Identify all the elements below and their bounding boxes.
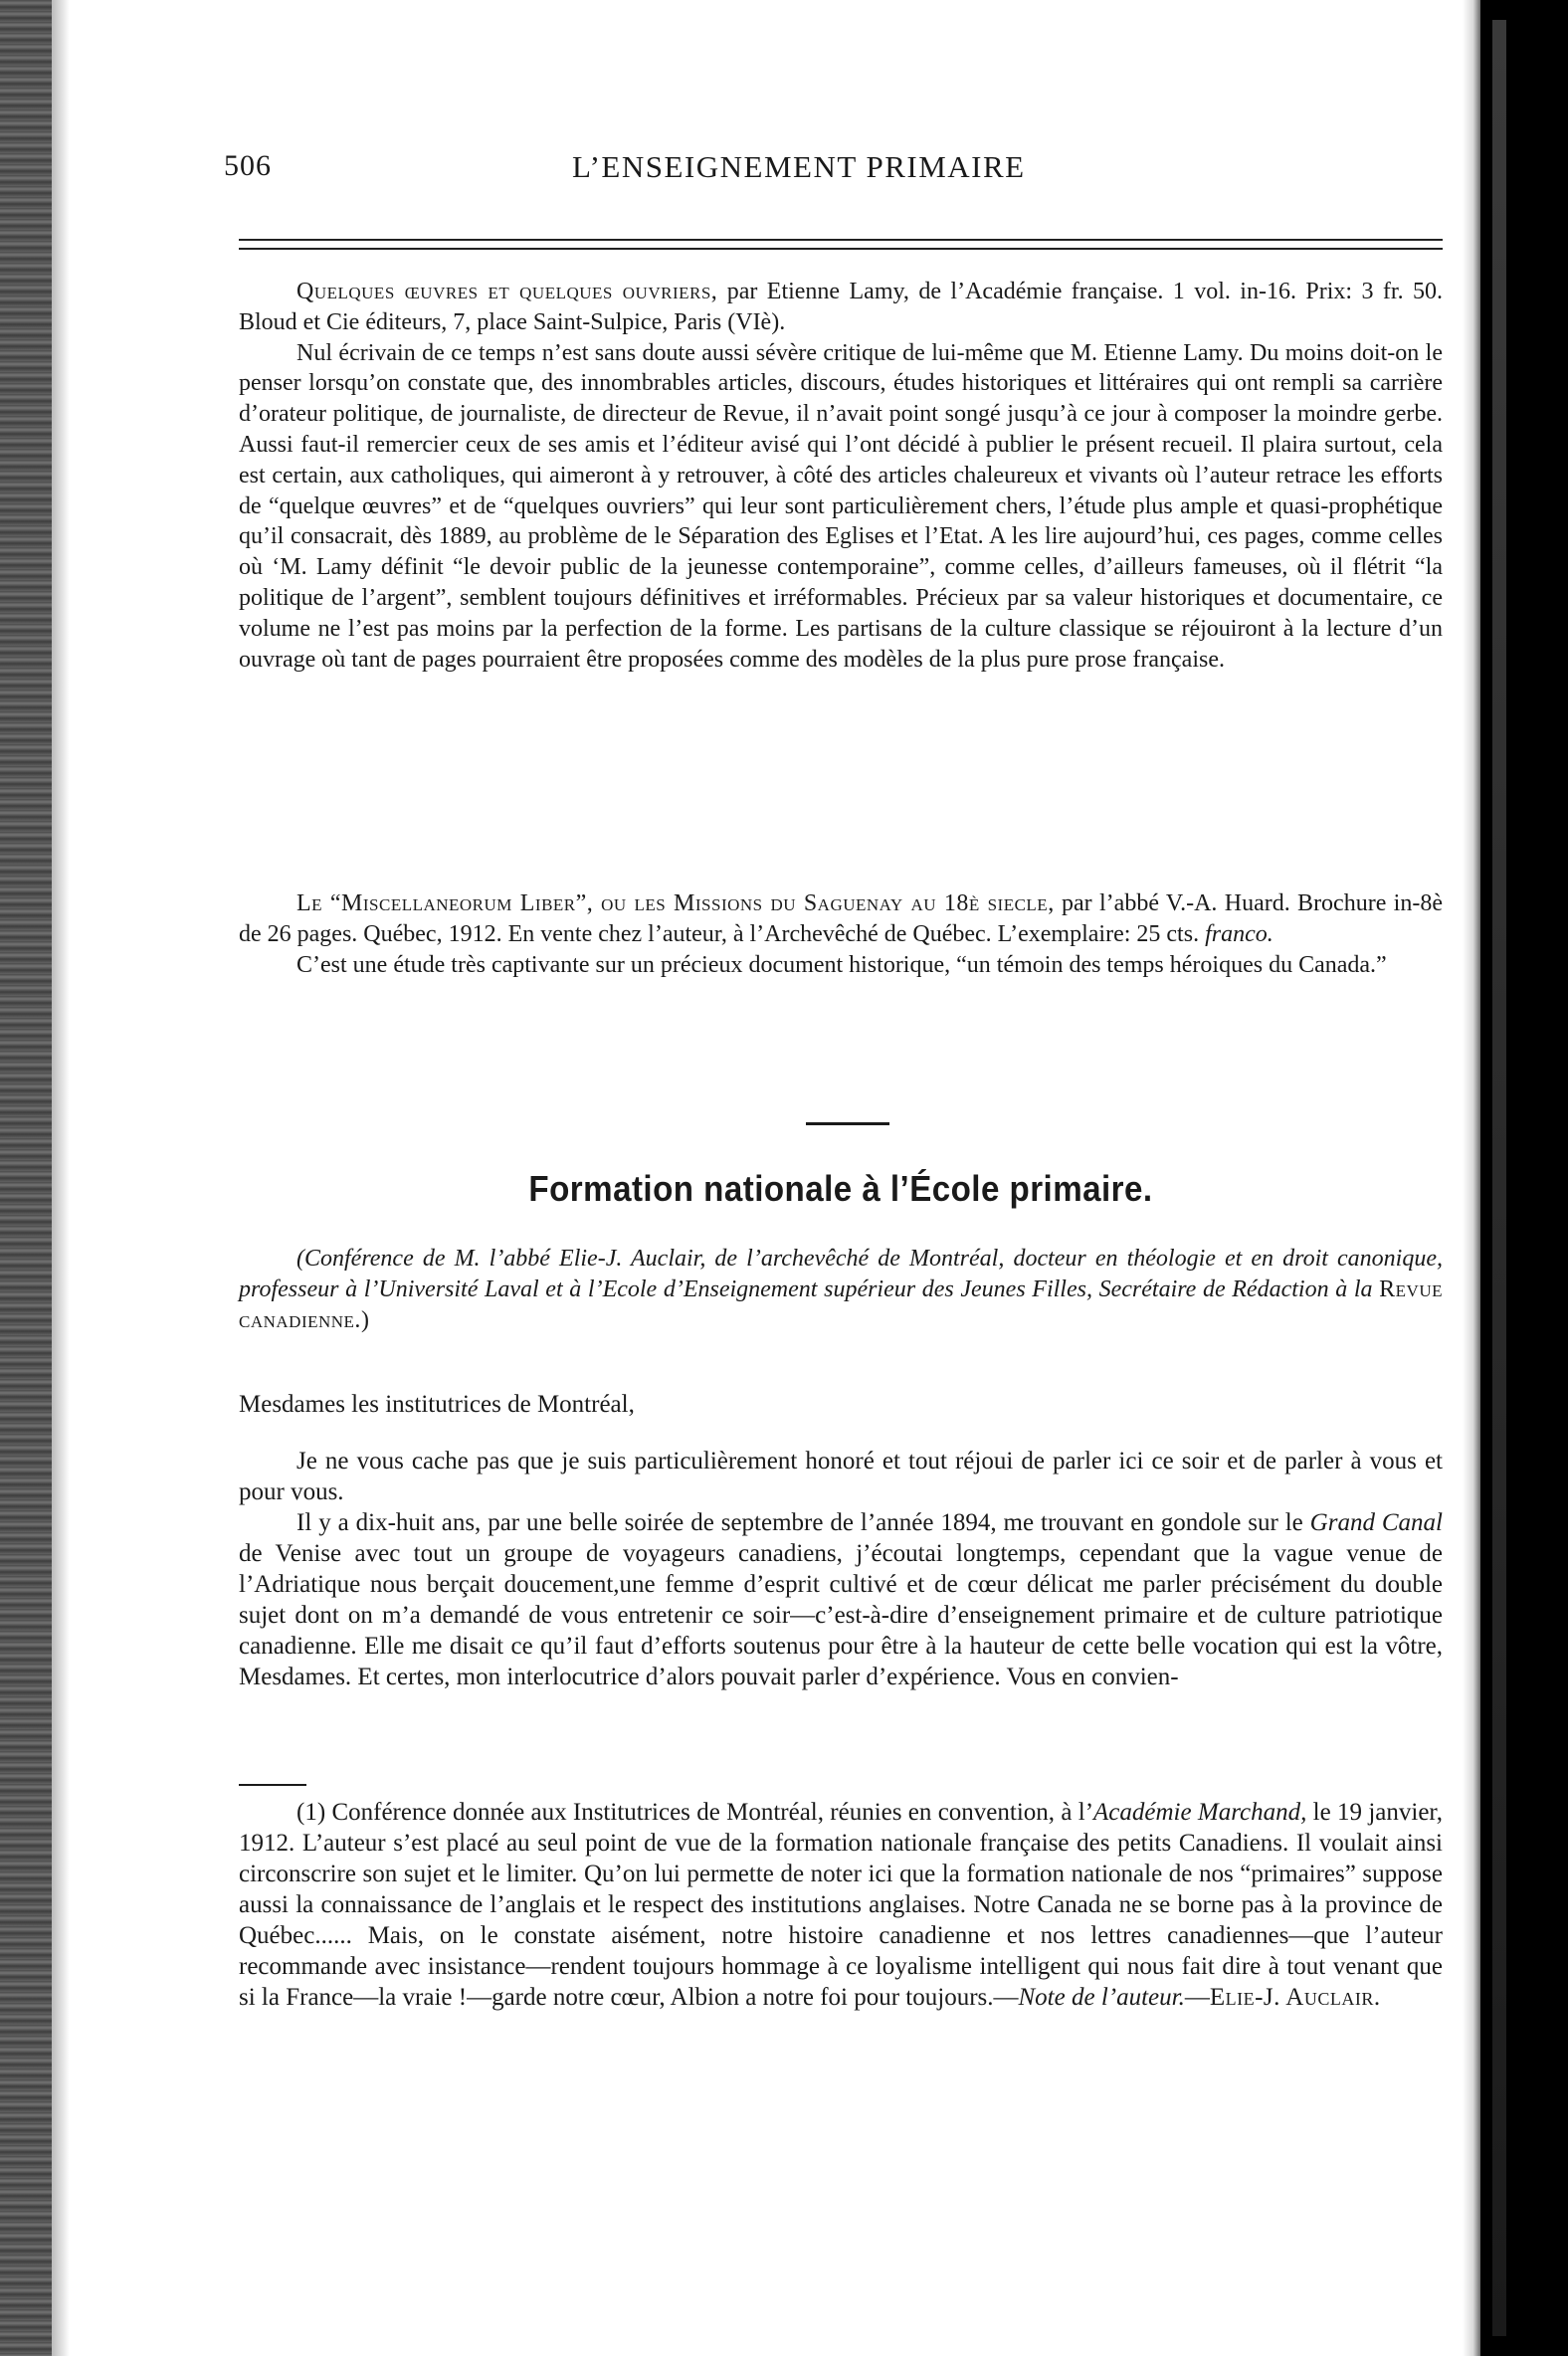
footnote-note-auteur: Note de l’auteur. [1018, 1984, 1185, 2011]
footnote-text-1: (1) Conférence donnée aux Institutrices de Montréal, réunies en convention, à l’ [296, 1799, 1094, 1826]
review-huard-title: Le “Miscellaneorum Liber”, ou les Missions du Saguenay au 18è siecle, [296, 890, 1055, 916]
salutation: Mesdames les institutrices de Montréal, [239, 1391, 635, 1418]
running-title: L’ENSEIGNEMENT PRIMAIRE [572, 149, 1026, 184]
footnote-signature: Elie-J. Auclair. [1209, 1984, 1381, 2011]
review-lamy [239, 277, 1443, 675]
review-huard-publication: par l’abbé V.-A. Huard. Brochure in-8è de 26 pages. Québec, 1912. En vente chez l’auteur, à l’Archevêché de Québec. L’exemplaire: 25 cts. [239, 890, 1443, 947]
header-double-rule [239, 239, 1443, 250]
review-lamy-publication: par Etienne Lamy, de l’Académie française. 1 vol. in-16. Prix: 3 fr. 50. Bloud et Cie éditeurs, 7, place Saint-Sulpice, Paris (VIè). [239, 279, 1443, 335]
review-lamy-body: Nul écrivain de ce temps n’est sans doute aussi sévère critique de lui-même que M. Etienne Lamy. Du moins doit-on le penser lorsqu’on constate que, des innombrables articles, discours, études historiques et littéraires qui ont rempli sa carrière d’orateur politique, de journaliste, de directeur de Revue, il n’avait point songé jusqu’à ce jour à composer la moindre gerbe. Aussi faut-il remercier ceux de ses amis et l’éditeur avisé qui l’ont décidé à publier le présent recueil. Il plaira surtout, cela est certain, aux catholiques, qui aimeront à y retrouver, à côté des articles chaleureux et vivants où l’auteur retrace les efforts de “quelque œuvres” et de “quelques ouvriers” qui leur sont particulièrement chers, l’étude plus ample et quasi-prophétique qu’il consacrait, dès 1889, au problème de le Séparation des Eglises et l’Etat. A les lire aujourd’hui, ces pages, comme celles où ‘M. Lamy définit “le devoir public de la jeunesse contemporaine”, comme celles, d’ailleurs fameuses, où il flétrit “la politique de l’argent”, semblent toujours définitives et irréformables. Précieux par sa valeur historiques et documentaire, ce volume ne l’est pas moins par la perfection de la forme. Les partisans de la culture classique se réjouiront à la lecture d’un ouvrage où tant de pages pourraient être proposées comme des modèles de la plus pure prose française. [239, 339, 1443, 673]
speech-paragraph-2-a: Il y a dix-huit ans, par une belle soirée de septembre de l’année 1894, me trouvant en gondole sur le [296, 1509, 1310, 1536]
review-huard [239, 888, 1443, 980]
conference-note-text-2: ) [360, 1306, 369, 1333]
speech-paragraph-2-b: de Venise avec tout un groupe de voyageurs canadiens, j’écoutai longtemps, cependant que la vague venue de l’Adriatique nous berçait doucement,une femme d’esprit cultivé et de cœur délicat me parler précisément du double sujet dont on m’a demandé de vous entretenir ce soir—c’est-à-dire d’enseignement primaire et de culture patriotique canadienne. Elle me disait ce qu’il faut d’efforts soutenus pour être à la hauteur de cette belle vocation qui est la vôtre, Mesdames. Et certes, mon interlocutrice d’alors pouvait parler d’expérience. Vous en convien- [239, 1540, 1443, 1690]
grand-canal: Grand Canal [1309, 1509, 1443, 1536]
revue-canadienne: Revue canadienne. [239, 1276, 1443, 1333]
review-huard-citation [239, 888, 1443, 950]
conference-note-text [239, 1244, 1443, 1335]
footnote-academie: Académie Marchand, [1093, 1799, 1307, 1826]
review-lamy-title: Quelques œuvres et quelques ouvriers, [296, 279, 718, 304]
footnote [239, 1797, 1443, 2013]
section-title: Formation nationale à l’École primaire. [528, 1168, 1153, 1209]
page-number: 506 [224, 149, 272, 182]
footnote-text [239, 1797, 1443, 2013]
conference-note-text-1: (Conférence de M. l’abbé Elie-J. Auclair, de l’archevêché de Montréal, docteur en théologie et en droit canonique, professeur à l’Université Laval et à l’Ecole d’Enseignement supérieur des Jeunes Filles, Secrétaire de Rédaction à la [239, 1246, 1443, 1302]
section-separator [806, 1122, 889, 1125]
speech-paragraph-1: Je ne vous cache pas que je suis particulièrement honoré et tout réjoui de parler ici ce soir et de parler à vous et pour vous. [239, 1448, 1443, 1505]
review-huard-body: C’est une étude très captivante sur un précieux document historique, “un témoin des temps héroiques du Canada.” [296, 951, 1387, 978]
running-head [224, 149, 1438, 193]
conference-note [239, 1244, 1443, 1335]
speech-body [239, 1446, 1443, 1692]
review-huard-franco: franco. [1205, 920, 1274, 947]
footnote-text-3: — [1184, 1984, 1210, 2011]
footnote-text-2: le 19 janvier, 1912. L’auteur s’est placé au seul point de vue de la formation nationale française des petits Canadiens. Il voulait ainsi circonscrire son sujet et le limiter. Qu’on lui permette de noter ici que la formation nationale de nos “primaires” suppose aussi la connaissance de l’anglais et le respect des institutions anglaises. Notre Canada ne se borne pas à la province de Québec...... Mais, on le constate aisément, notre histoire canadienne et nos lettres canadiennes—que l’auteur recommande avec insistance—rendent toujours hommage à ce loyalisme intelligent qui nous fait dire à tout venant que si la France—la vraie !—garde notre cœur, Albion a notre foi pour toujours.— [239, 1799, 1443, 2011]
review-lamy-citation [239, 277, 1443, 338]
speech-paragraph-2 [239, 1507, 1443, 1692]
footnote-rule [239, 1784, 306, 1786]
